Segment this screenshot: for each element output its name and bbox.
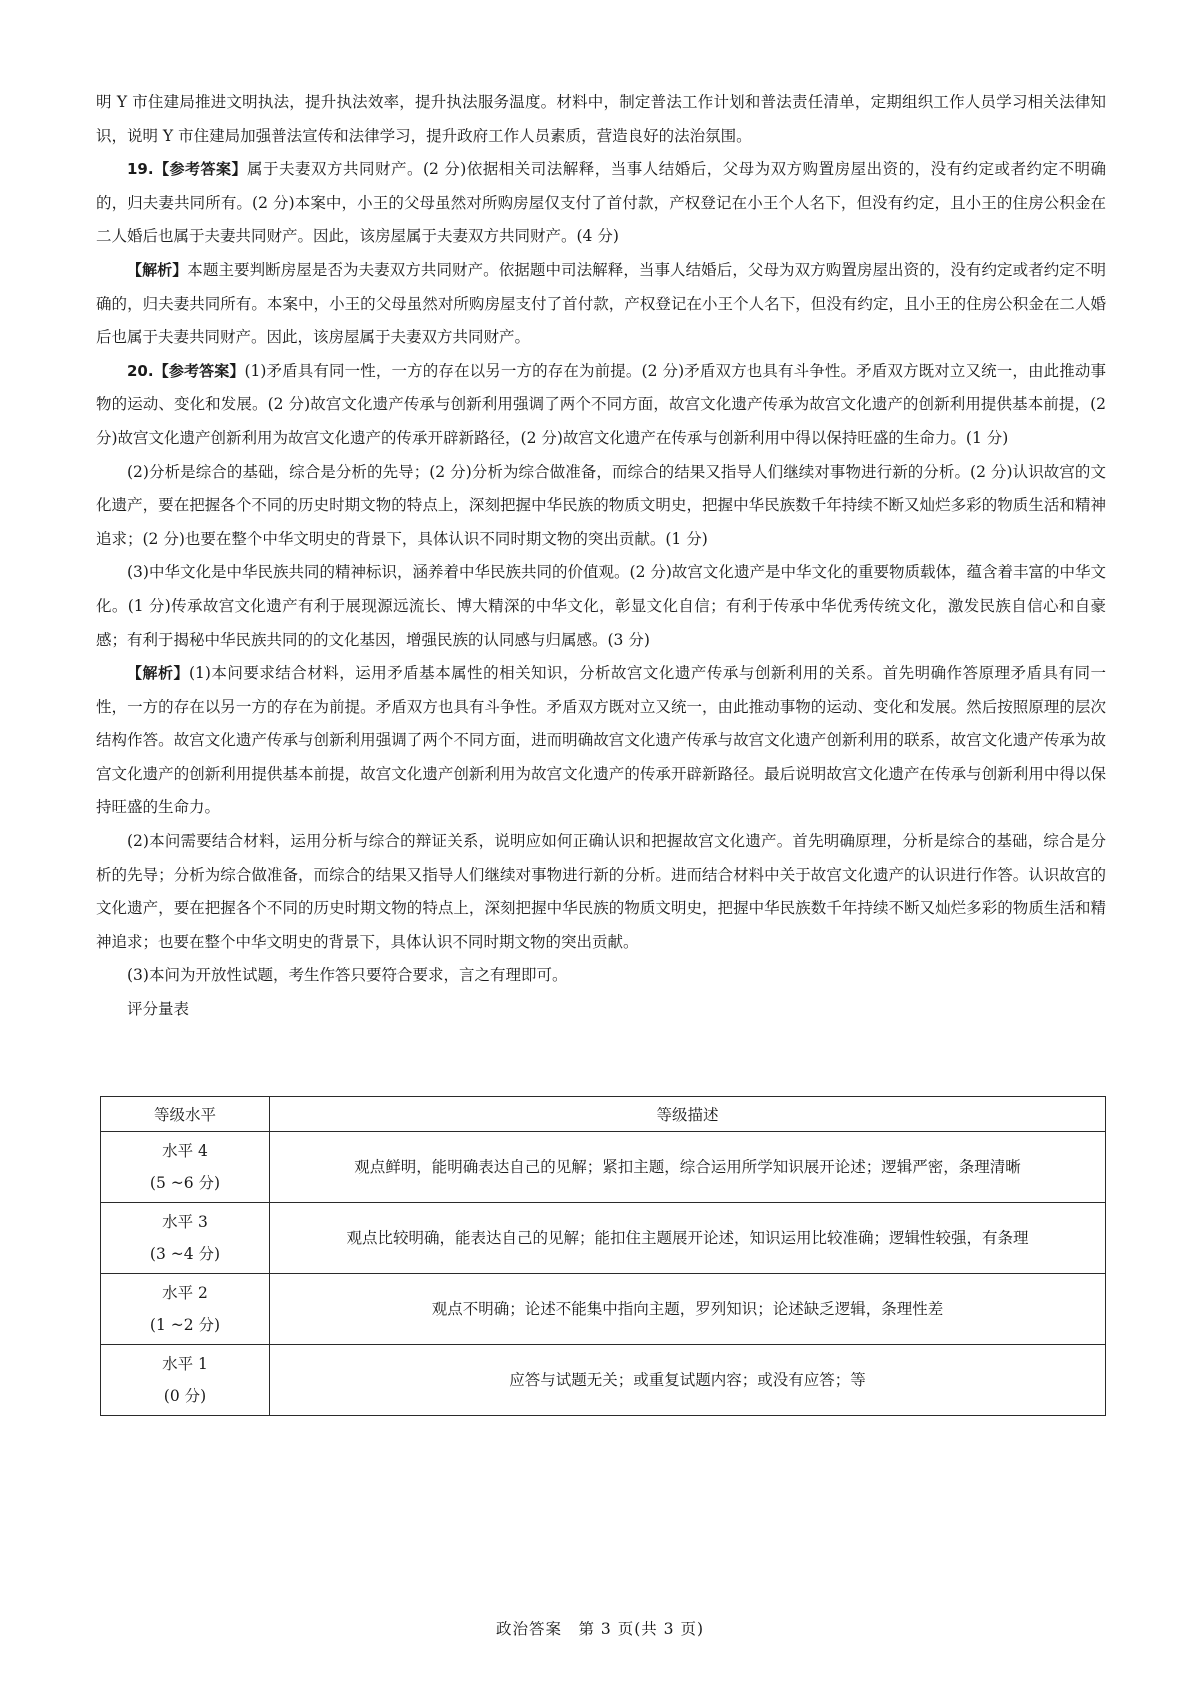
paragraph-q20-answer-3: (3)中华文化是中华民族共同的精神标识，涵养着中华民族共同的价值观。(2 分)故宫文化遗产是中华文化的重要物质载体，蕴含着丰富的中华文化。(1 分)传承故宫文化遗产有利于展现源远流长、博大精深的中华文化，彰显文化自信；有利于传承中华优秀传统文化，激发民族自信心和自豪感；有利于揭秘中华民族共同的的文化基因，增强民族的认同感与归属感。(3 分): [96, 563, 1106, 649]
header-level: 等级水平: [101, 1097, 270, 1132]
paragraph-q19-answer: 19.【参考答案】属于夫妻双方共同财产。(2 分)依据相关司法解释，当事人结婚后，父母为双方购置房屋出资的，没有约定或者约定不明确的，归夫妻共同所有。(2 分)本案中，小王的父母虽然对所购房屋仅支付了首付款，产权登记在小王个人名下，但没有约定，且小王的住房公积金在二人婚后也属于夫妻共同财产。因此，该房屋属于夫妻双方共同财产。(4 分): [96, 160, 1107, 246]
analysis-tag: 【解析】: [127, 260, 188, 279]
table-header-row: [101, 1097, 1106, 1132]
analysis-tag: 【解析】: [127, 664, 189, 683]
table-row: [101, 1345, 1106, 1416]
level-cell: 水平 3 (3 ~4 分): [101, 1203, 270, 1274]
scoring-table: [100, 1096, 1106, 1416]
paragraph-q20-analysis-1: 【解析】(1)本问要求结合材料，运用矛盾基本属性的相关知识，分析故宫文化遗产传承与创新利用的关系。首先明确作答原理矛盾具有同一性，一方的存在以另一方的存在为前提。矛盾双方也具有斗争性。矛盾双方既对立又统一，由此推动事物的运动、变化和发展。然后按照原理的层次结构作答。故宫文化遗产传承与创新利用强调了两个不同方面，进而明确故宫文化遗产传承与故宫文化遗产创新利用的联系，故宫文化遗产传承为故宫文化遗产的创新利用提供基本前提，故宫文化遗产创新利用为故宫文化遗产的传承开辟新路径。最后说明故宫文化遗产在传承与创新利用中得以保持旺盛的生命力。: [96, 664, 1106, 817]
table-row: [101, 1203, 1106, 1274]
answer-tag: 19.【参考答案】: [127, 160, 248, 179]
level-cell: 水平 2 (1 ~2 分): [101, 1274, 270, 1345]
paragraph: 明 Y 市住建局推进文明执法，提升执法效率，提升执法服务温度。材料中，制定普法工作计划和普法责任清单，定期组织工作人员学习相关法律知识，说明 Y 市住建局加强普法宣传和法律学习，提升政府工作人员素质，营造良好的法治氛围。: [96, 93, 1106, 145]
table-caption: 评分量表: [127, 1000, 190, 1019]
header-description: 等级描述: [270, 1097, 1106, 1132]
description-cell: 应答与试题无关；或重复试题内容；或没有应答；等: [270, 1345, 1106, 1416]
answer-text: [96, 86, 1106, 1027]
paragraph-q19-analysis: 【解析】本题主要判断房屋是否为夫妻双方共同财产。依据题中司法解释，当事人结婚后，父母为双方购置房屋出资的，没有约定或者约定不明确的，归夫妻共同所有。本案中，小王的父母虽然对所购房屋支付了首付款，产权登记在小王个人名下，但没有约定，且小王的住房公积金在二人婚后也属于夫妻共同财产。因此，该房屋属于夫妻双方共同财产。: [96, 260, 1106, 347]
answer-tag: 20.【参考答案】: [127, 361, 245, 380]
level-cell: 水平 1 (0 分): [101, 1345, 270, 1416]
paragraph-q20-analysis-2: (2)本问需要结合材料，运用分析与综合的辩证关系，说明应如何正确认识和把握故宫文化遗产。首先明确原理，分析是综合的基础，综合是分析的先导；分析为综合做准备，而综合的结果又指导人们继续对事物进行新的分析。进而结合材料中关于故宫文化遗产的认识进行作答。认识故宫的文化遗产，要在把握各个不同的历史时期文物的特点上，深刻把握中华民族的物质文明史，把握中华民族数千年持续不断又灿烂多彩的物质生活和精神追求；也要在整个中华文明史的背景下，具体认识不同时期文物的突出贡献。: [96, 832, 1106, 951]
level-cell: 水平 4 (5 ~6 分): [101, 1132, 270, 1203]
table-row: [101, 1132, 1106, 1203]
description-cell: 观点不明确；论述不能集中指向主题，罗列知识；论述缺乏逻辑，条理性差: [270, 1274, 1106, 1345]
paragraph-q20-answer-2: (2)分析是综合的基础，综合是分析的先导；(2 分)分析为综合做准备，而综合的结果又指导人们继续对事物进行新的分析。(2 分)认识故宫的文化遗产，要在把握各个不同的历史时期文物的特点上，深刻把握中华民族的物质文明史，把握中华民族数千年持续不断又灿烂多彩的物质生活和精神追求；(2 分)也要在整个中华文明史的背景下，具体认识不同时期文物的突出贡献。(1 分): [96, 462, 1106, 548]
description-cell: 观点鲜明，能明确表达自己的见解；紧扣主题，综合运用所学知识展开论述；逻辑严密，条理清晰: [270, 1132, 1106, 1203]
paragraph-q20-analysis-3: (3)本问为开放性试题，考生作答只要符合要求，言之有理即可。: [127, 966, 568, 985]
paragraph-q20-answer-1: 20.【参考答案】(1)矛盾具有同一性，一方的存在以另一方的存在为前提。(2 分)矛盾双方也具有斗争性。矛盾双方既对立又统一，由此推动事物的运动、变化和发展。(2 分)故宫文化遗产传承与创新利用强调了两个不同方面，故宫文化遗产传承为故宫文化遗产的创新利用提供基本前提，(2 分)故宫文化遗产创新利用为故宫文化遗产的传承开辟新路径，(2 分)故宫文化遗产在传承与创新利用中得以保持旺盛的生命力。(1 分): [96, 361, 1107, 447]
table-row: [101, 1274, 1106, 1345]
description-cell: 观点比较明确，能表达自己的见解；能扣住主题展开论述，知识运用比较准确；逻辑性较强，有条理: [270, 1203, 1106, 1274]
page-footer: 政治答案 第 3 页(共 3 页): [495, 1620, 705, 1638]
